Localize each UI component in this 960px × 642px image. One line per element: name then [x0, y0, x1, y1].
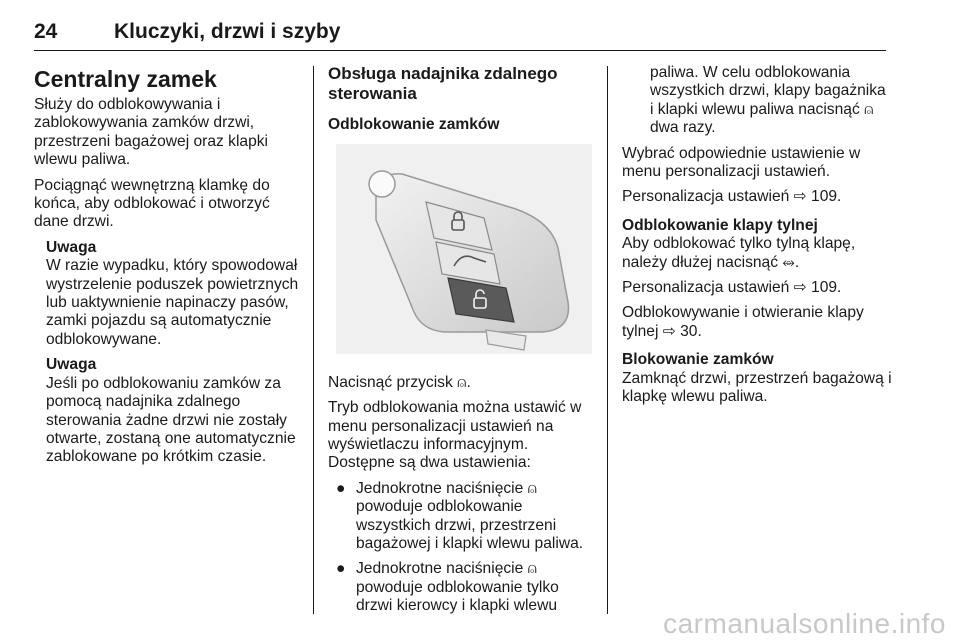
section-title: Centralny zamek [34, 66, 217, 92]
cross-reference: Odblokowywanie i otwieranie klapy tylnej ⇨ 30. [622, 304, 864, 340]
subsection-title: Odblokowanie klapy tylnej [622, 216, 818, 234]
paragraph: Tryb odblokowania można ustawić w menu personalizacji ustawień na wyświetlaczu informacyjnym. [328, 399, 582, 454]
paragraph: Nacisnąć przycisk ⍝. [328, 373, 471, 391]
list-item [328, 480, 596, 554]
column-middle [328, 64, 596, 623]
section-title: Obsługa nadajnika zdalnego sterowania [328, 64, 558, 103]
note-title: Uwaga [46, 238, 97, 256]
note-title: Uwaga [46, 356, 97, 374]
column-divider [607, 66, 608, 614]
paragraph: Pociągnąć wewnętrzną klamkę do końca, aby odblokować i otworzyć dane drzwi. [34, 176, 270, 231]
column-left [34, 64, 302, 474]
chapter-title: Kluczyki, drzwi i szyby [114, 20, 341, 43]
paragraph: paliwa. W celu odblokowania wszystkich drzwi, klapy bagażnika i klapki wlewu paliwa nacisnąć ⍝ dwa razy. [650, 64, 886, 137]
page-header [34, 20, 886, 51]
cross-reference: Personalizacja ustawień ⇨ 109. [622, 188, 842, 206]
column-divider [313, 66, 314, 614]
paragraph: Wybrać odpowiednie ustawienie w menu personalizacji ustawień. [622, 144, 861, 181]
key-ring-hole [369, 171, 395, 197]
subsection-title: Blokowanie zamków [622, 351, 774, 369]
cross-reference: Personalizacja ustawień ⇨ 109. [622, 279, 842, 297]
bullet-icon: ● [336, 560, 346, 578]
note-text: Jeśli po odblokowaniu zamków za pomocą nadajnika zdalnego sterowania żadne drzwi nie zostały otwarte, zostaną one automatycznie zablokowane po krótkim czasie. [46, 374, 296, 466]
list-item [328, 560, 596, 615]
bullet-icon: ● [336, 479, 346, 497]
paragraph: Zamknąć drzwi, przestrzeń bagażową i klapkę wlewu paliwa. [622, 369, 892, 406]
key-fob-illustration [336, 144, 592, 354]
paragraph: Służy do odblokowywania i zablokowywania zamków drzwi, przestrzeni bagażowej oraz klapki wlewu paliwa. [34, 96, 269, 169]
note [34, 239, 302, 349]
note-text: W razie wypadku, który spowodował wystrzelenie poduszek powietrznych lub uaktywnienie napinaczy pasów, zamki pojazdu są automatycznie odblokowywane. [46, 257, 299, 348]
list-item-text: Jednokrotne naciśnięcie ⍝ powoduje odblokowanie tylko drzwi kierowcy i klapki wlewu [356, 560, 559, 615]
column-right [622, 64, 892, 414]
settings-list [328, 480, 596, 616]
subsection-title: Odblokowanie zamków [328, 116, 500, 133]
list-item-text: Jednokrotne naciśnięcie ⍝ powoduje odblokowanie wszystkich drzwi, przestrzeni bagażowej i klapki wlewu paliwa. [356, 479, 584, 553]
note [34, 356, 302, 466]
paragraph: Dostępne są dwa ustawienia: [328, 454, 531, 472]
page-number: 24 [34, 20, 58, 43]
watermark: carmanualsonline.info [663, 608, 946, 639]
paragraph: Aby odblokować tylko tylną klapę, należy dłużej nacisnąć ⥈. [622, 235, 856, 271]
